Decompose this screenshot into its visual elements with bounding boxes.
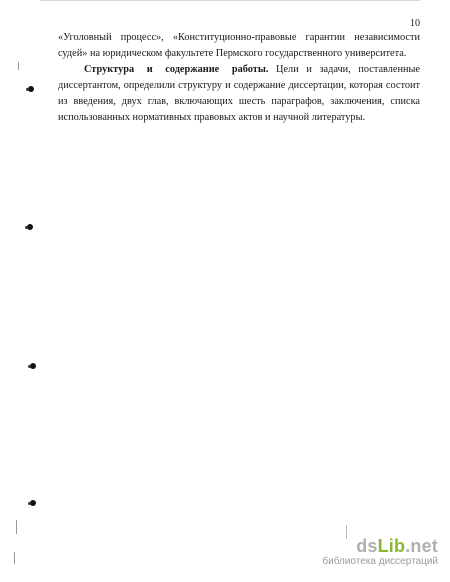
watermark-logo: dsLib.net xyxy=(356,536,438,556)
page-number: 10 xyxy=(410,18,420,29)
scan-edge-mark xyxy=(14,552,15,564)
punch-hole-mark xyxy=(30,500,36,506)
document-body xyxy=(58,30,420,126)
watermark-tagline: библиотека диссертаций xyxy=(322,556,438,567)
scan-edge-mark xyxy=(16,520,17,534)
paragraph xyxy=(58,62,420,126)
punch-hole-mark xyxy=(27,224,33,230)
section-heading: Структура и содержание работы. xyxy=(84,64,269,75)
punch-hole-mark xyxy=(30,363,36,369)
paragraph xyxy=(58,30,420,62)
watermark xyxy=(322,537,438,568)
punch-hole-mark xyxy=(28,86,34,92)
scan-top-line xyxy=(40,0,420,1)
paragraph-text: Цели и задачи, поставленные диссертантом, определили структуру и содержание диссертации, которая состоит из введения, двух глав, включающих шесть параграфов, заключения, списка использованных нормативных правовых актов и научной литературы. xyxy=(58,64,420,123)
scan-edge-mark xyxy=(18,62,19,70)
paragraph-text: «Уголовный процесс», «Конституционно-правовые гарантии независимости судей» на юридическом факультете Пермского государственного университета. xyxy=(58,32,420,59)
